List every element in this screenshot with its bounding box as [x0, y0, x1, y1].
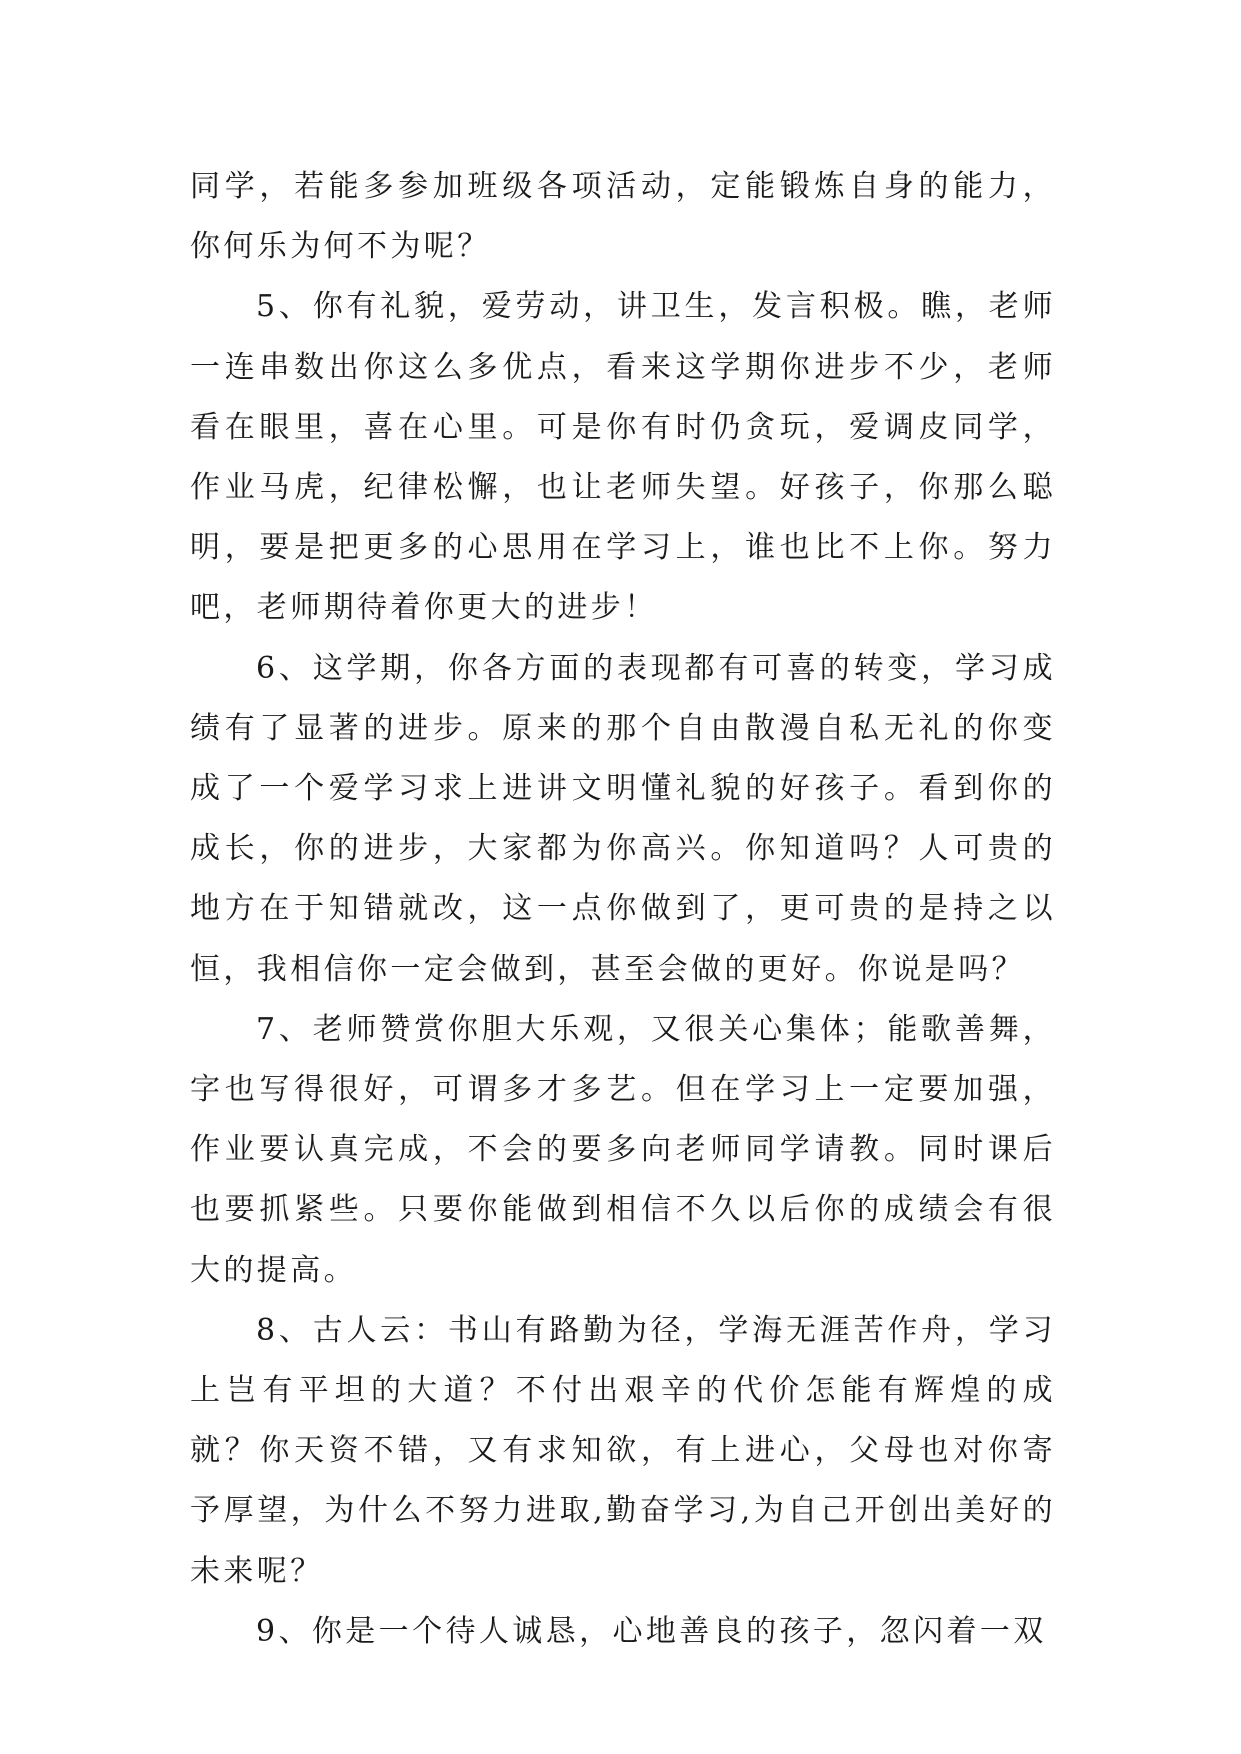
document-body	[190, 157, 1056, 1662]
paragraph-comment-8: 8、古人云：书山有路勤为径，学海无涯苦作舟，学习上岂有平坦的大道？不付出艰辛的代价怎能有辉煌的成就？你天资不错，又有求知欲，有上进心，父母也对你寄予厚望，为什么不努力进取,勤奋学习,为自己开创出美好的未来呢？	[190, 1312, 1056, 1589]
paragraph-comment-7: 7、老师赞赏你胆大乐观，又很关心集体；能歌善舞，字也写得很好，可谓多才多艺。但在学习上一定要加强，作业要认真完成，不会的要多向老师同学请教。同时课后也要抓紧些。只要你能做到相信不久以后你的成绩会有很大的提高。	[190, 1011, 1056, 1288]
paragraph-comment-5: 5、你有礼貌，爱劳动，讲卫生，发言积极。瞧，老师一连串数出你这么多优点，看来这学期你进步不少，老师看在眼里，喜在心里。可是你有时仍贪玩，爱调皮同学，作业马虎，纪律松懈，也让老师失望。好孩子，你那么聪明，要是把更多的心思用在学习上，谁也比不上你。努力吧，老师期待着你更大的进步！	[190, 289, 1056, 626]
paragraph-continuation: 同学，若能多参加班级各项活动，定能锻炼自身的能力，你何乐为何不为呢？	[190, 169, 1056, 265]
paragraph-comment-6: 6、这学期，你各方面的表现都有可喜的转变，学习成绩有了显著的进步。原来的那个自由散漫自私无礼的你变成了一个爱学习求上进讲文明懂礼貌的好孩子。看到你的成长，你的进步，大家都为你高兴。你知道吗？人可贵的地方在于知错就改，这一点你做到了，更可贵的是持之以恒，我相信你一定会做到，甚至会做的更好。你说是吗？	[190, 650, 1056, 987]
paragraph-comment-9: 9、你是一个待人诚恳，心地善良的孩子，忽闪着一双	[256, 1613, 1047, 1649]
